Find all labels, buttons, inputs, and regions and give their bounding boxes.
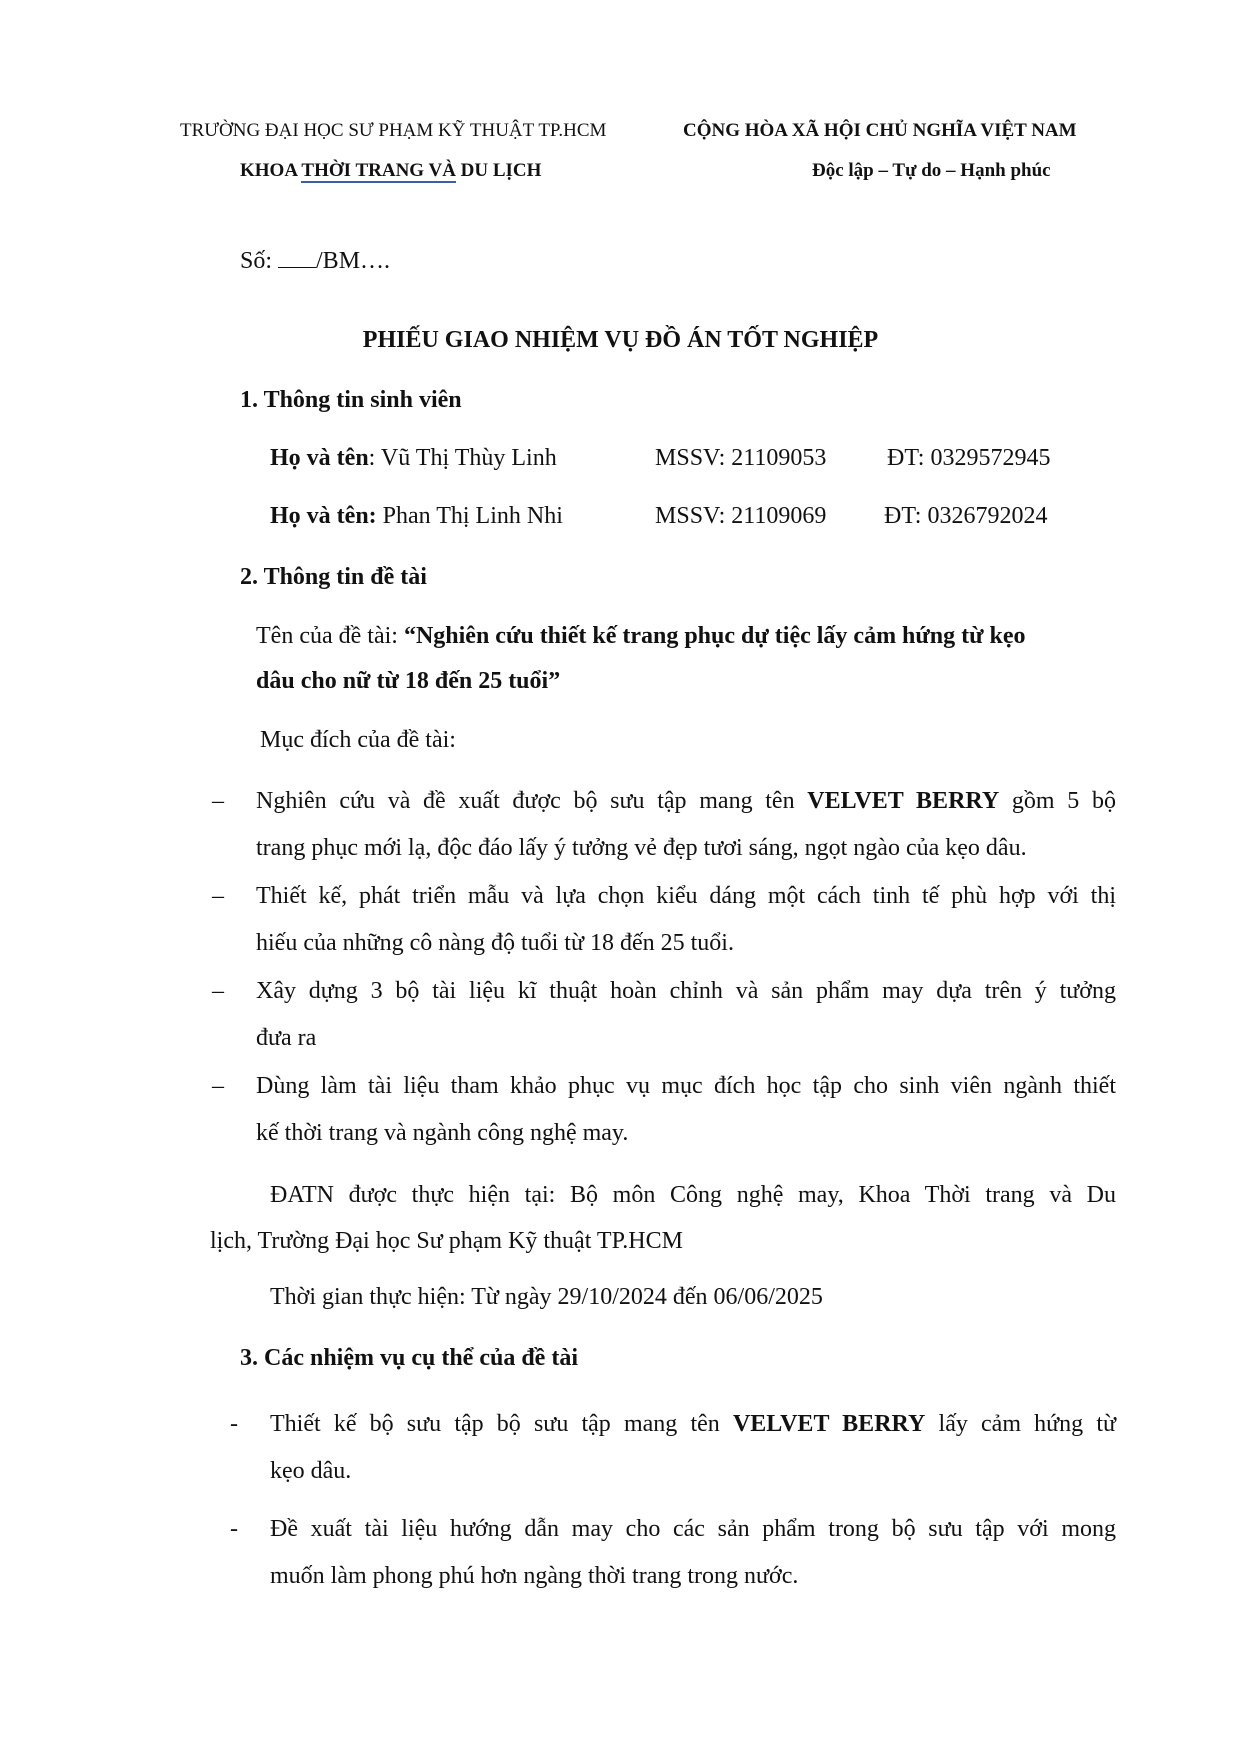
name-separator: : — [368, 445, 381, 471]
location-line-1: ĐATN được thực hiện tại: Bộ môn Công nghệ may, Khoa Thời trang và Du — [270, 1182, 1116, 1208]
name-value: Vũ Thị Thùy Linh — [380, 445, 557, 471]
student-phone: ĐT: 0326792024 — [884, 503, 1048, 529]
purpose-bullet-line: hiếu của những cô nàng độ tuổi từ 18 đến 25 tuổi. — [256, 930, 734, 956]
name-label: Họ và tên: — [270, 503, 377, 529]
number-blank — [278, 249, 316, 268]
motto: Độc lập – Tự do – Hạnh phúc — [812, 160, 1051, 181]
topic-label: Tên của đề tài: — [256, 623, 404, 649]
student-phone: ĐT: 0329572945 — [887, 445, 1051, 471]
bullet-dash: - — [230, 1411, 238, 1437]
faculty-underlined: THỜI TRANG VÀ — [301, 160, 456, 181]
bullet-dash: – — [212, 788, 224, 814]
student-name — [270, 445, 557, 472]
student-name — [270, 503, 563, 530]
purpose-bullet-line: Dùng làm tài liệu tham khảo phục vụ mục đích học tập cho sinh viên ngành thiết — [256, 1073, 1116, 1099]
purpose-bullet-line: trang phục mới lạ, độc đáo lấy ý tưởng vẻ đẹp tươi sáng, ngọt ngào của kẹo dâu. — [256, 835, 1027, 861]
task-line — [270, 1411, 1116, 1438]
student-mssv: MSSV: 21109069 — [655, 503, 827, 529]
bullet-text: gồm 5 bộ — [999, 788, 1116, 814]
republic-title: CỘNG HÒA XÃ HỘI CHỦ NGHĨA VIỆT NAM — [683, 120, 1077, 141]
name-value: Phan Thị Linh Nhi — [382, 503, 563, 529]
name-label: Họ và tên — [270, 445, 369, 471]
faculty-suffix: DU LỊCH — [455, 160, 542, 181]
bullet-dash: – — [212, 883, 224, 909]
faculty-name — [240, 160, 541, 182]
section1-heading: 1. Thông tin sinh viên — [240, 387, 462, 413]
bullet-dash: – — [212, 1073, 224, 1099]
task-text: Thiết kế bộ sưu tập bộ sưu tập mang tên — [270, 1411, 733, 1437]
collection-name: VELVET BERRY — [807, 788, 1000, 814]
section3-heading: 3. Các nhiệm vụ cụ thể của đề tài — [240, 1345, 578, 1371]
purpose-label: Mục đích của đề tài: — [260, 727, 456, 753]
location-line-2: lịch, Trường Đại học Sư phạm Kỹ thuật TP.HCM — [210, 1228, 683, 1254]
topic-title-part1: “Nghiên cứu thiết kế trang phục dự tiệc lấy cảm hứng từ kẹo — [403, 623, 1026, 649]
time-line: Thời gian thực hiện: Từ ngày 29/10/2024 đến 06/06/2025 — [270, 1284, 823, 1310]
section2-heading: 2. Thông tin đề tài — [240, 564, 427, 590]
topic-title-part2: dâu cho nữ từ 18 đến 25 tuổi” — [256, 668, 561, 694]
number-suffix: /BM…. — [316, 248, 391, 274]
faculty-prefix: KHOA — [240, 160, 302, 181]
bullet-dash: - — [230, 1516, 238, 1542]
purpose-bullet-line: Thiết kế, phát triển mẫu và lựa chọn kiểu dáng một cách tinh tế phù hợp với thị — [256, 883, 1116, 909]
bullet-text: Nghiên cứu và đề xuất được bộ sưu tập mang tên — [256, 788, 808, 814]
task-line: kẹo dâu. — [270, 1458, 352, 1484]
document-number — [240, 248, 390, 275]
task-line: Đề xuất tài liệu hướng dẫn may cho các sản phẩm trong bộ sưu tập với mong — [270, 1516, 1116, 1542]
task-line: muốn làm phong phú hơn ngàng thời trang trong nước. — [270, 1563, 799, 1589]
page-title: PHIẾU GIAO NHIỆM VỤ ĐỒ ÁN TỐT NGHIỆP — [362, 327, 879, 353]
student-mssv: MSSV: 21109053 — [655, 445, 827, 471]
university-name: TRƯỜNG ĐẠI HỌC SƯ PHẠM KỸ THUẬT TP.HCM — [180, 120, 607, 141]
topic-line-1 — [256, 623, 1116, 650]
purpose-bullet-line: đưa ra — [256, 1025, 317, 1051]
collection-name: VELVET BERRY — [732, 1411, 926, 1437]
bullet-dash: – — [212, 978, 224, 1004]
purpose-bullet-line: Xây dựng 3 bộ tài liệu kĩ thuật hoàn chỉnh và sản phẩm may dựa trên ý tưởng — [256, 978, 1116, 1004]
purpose-bullet-line — [256, 788, 1116, 815]
task-text: lấy cảm hứng từ — [925, 1411, 1117, 1437]
number-prefix: Số: — [240, 248, 279, 274]
purpose-bullet-line: kế thời trang và ngành công nghệ may. — [256, 1120, 629, 1146]
